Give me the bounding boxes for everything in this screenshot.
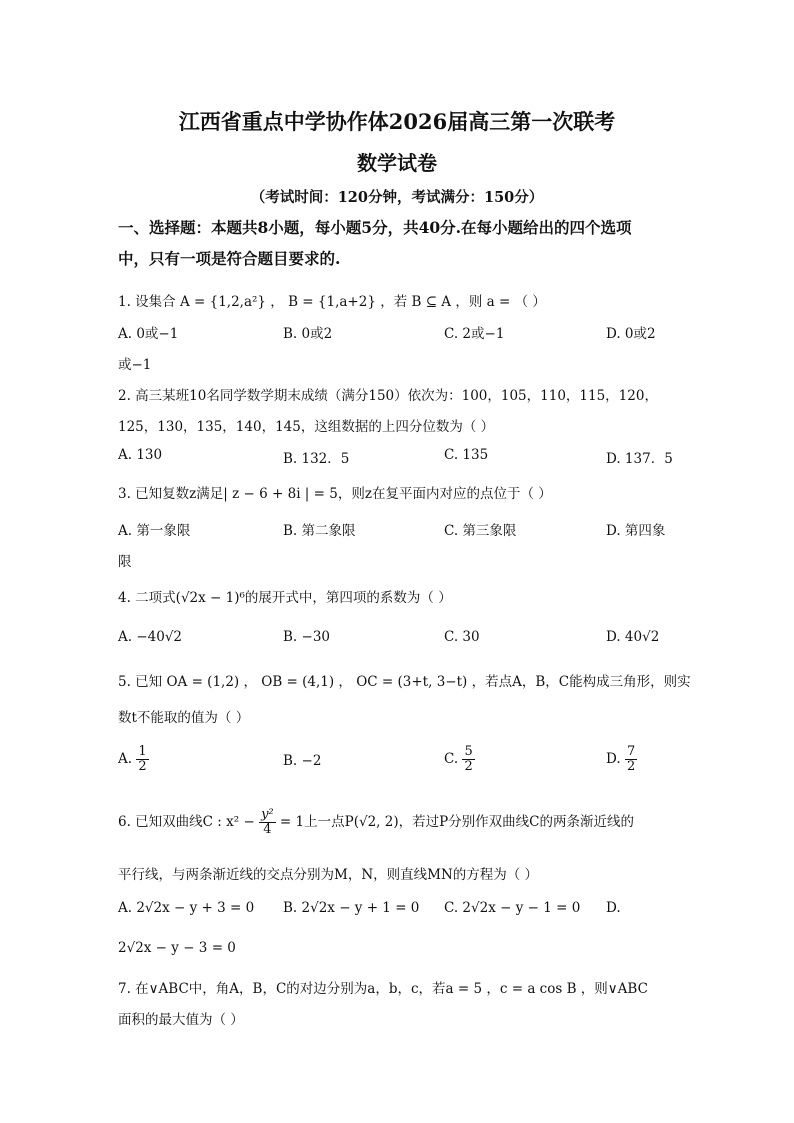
q4-option-d: D. 40√2: [606, 629, 660, 645]
q5-option-a-label: A.: [118, 751, 133, 767]
q2-option-d: D. 137．5: [606, 451, 673, 467]
q6-line1-end: = 1上一点P(√2, 2)，若过P分别作双曲线C的两条渐近线的: [279, 814, 635, 830]
q6-line2: 平行线，与两条渐近线的交点分别为M，N，则直线MN的方程为（ ）: [118, 867, 539, 883]
q1-option-a: A. 0或−1: [118, 326, 179, 342]
q7-line1: 7. 在∨ABC中，角A，B，C的对边分别为a，b，c，若a = 5 ，c = a cos B ，则∨ABC: [118, 981, 648, 997]
q6-line1: [118, 808, 634, 837]
q6-option-a: A. 2√2x − y + 3 = 0: [118, 900, 255, 916]
q5-option-c-label: C.: [444, 751, 459, 767]
q5-option-a-denominator: 2: [138, 759, 147, 774]
q5-option-d-label: D.: [606, 751, 621, 767]
q7-line2: 面积的最大值为（ ）: [118, 1012, 244, 1028]
q3-option-d: D. 第四象: [606, 523, 666, 539]
q4-option-c: C. 30: [444, 629, 480, 645]
section-heading-line2: 中，只有一项是符合题目要求的.: [118, 249, 341, 268]
exam-title: 江西省重点中学协作体2026届高三第一次联考: [178, 109, 616, 134]
q6-fraction-denominator: 4: [263, 822, 272, 837]
q5-option-a-fraction: [136, 745, 148, 774]
q5-option-a-numerator: 1: [138, 744, 147, 759]
q3-option-c: C. 第三象限: [444, 523, 517, 539]
q5-line1: 5. 已知 OA = (1,2) ， OB = (4,1) ， OC = (3+t, 3−t) ，若点A，B，C能构成三角形，则实: [118, 674, 691, 690]
q5-line2: 数t不能取的值为（ ）: [118, 710, 250, 726]
q3-option-d-cont: 限: [118, 554, 132, 570]
q5-option-a: [118, 745, 149, 774]
q6-fraction-numerator: y²: [261, 807, 274, 822]
q6-fraction: [259, 808, 276, 837]
q5-option-c-denominator: 2: [464, 759, 473, 774]
q5-option-d-numerator: 7: [626, 744, 636, 759]
q6-option-d-cont: 2√2x − y − 3 = 0: [118, 940, 236, 956]
exam-subject: 数学试卷: [357, 151, 437, 175]
q2-option-c: C. 135: [444, 447, 489, 463]
q6-option-d: D.: [606, 900, 621, 916]
q3-stem: 3. 已知复数z满足| z − 6 + 8i | = 5，则z在复平面内对应的点位于（ ）: [118, 486, 552, 502]
q6-option-c: C. 2√2x − y − 1 = 0: [444, 900, 581, 916]
q5-option-d-fraction: [625, 745, 637, 774]
q3-option-a: A. 第一象限: [118, 523, 191, 539]
q6-line1-start: 6. 已知双曲线C : x² −: [118, 814, 255, 830]
q6-option-b: B. 2√2x − y + 1 = 0: [283, 900, 420, 916]
q2-line1: 2. 高三某班10名同学数学期末成绩（满分150）依次为：100，105，110，115，120，: [118, 388, 658, 404]
q4-option-a: A. −40√2: [118, 629, 183, 645]
q5-option-b: B. −2: [283, 753, 322, 769]
q3-option-b: B. 第二象限: [283, 523, 356, 539]
q4-option-b: B. −30: [283, 629, 330, 645]
q2-line2: 125，130，135，140，145，这组数据的上四分位数为（ ）: [118, 419, 495, 435]
q1-option-b: B. 0或2: [283, 326, 333, 342]
q2-option-b: B. 132．5: [283, 451, 350, 467]
q5-option-d-denominator: 2: [626, 759, 636, 774]
q4-stem: 4. 二项式(√2x − 1)⁶的展开式中，第四项的系数为（ ）: [118, 590, 452, 606]
q1-option-d: D. 0或2: [606, 326, 656, 342]
q5-option-c: [444, 745, 475, 774]
q5-option-d: [606, 745, 637, 774]
q1-option-c: C. 2或−1: [444, 326, 505, 342]
q2-option-a: A. 130: [118, 447, 163, 463]
q1-option-d-cont: 或−1: [118, 357, 152, 373]
section-heading-line1: 一、选择题：本题共8小题，每小题5分，共40分.在每小题给出的四个选项: [118, 218, 632, 237]
exam-info: （考试时间：120分钟，考试满分：150分）: [250, 189, 544, 206]
q5-option-c-fraction: [462, 745, 474, 774]
q5-option-c-numerator: 5: [464, 744, 473, 759]
q1-stem: 1. 设集合 A = {1,2,a²} ， B = {1,a+2} ，若 B ⊆ A ，则 a = （ ）: [118, 294, 546, 310]
